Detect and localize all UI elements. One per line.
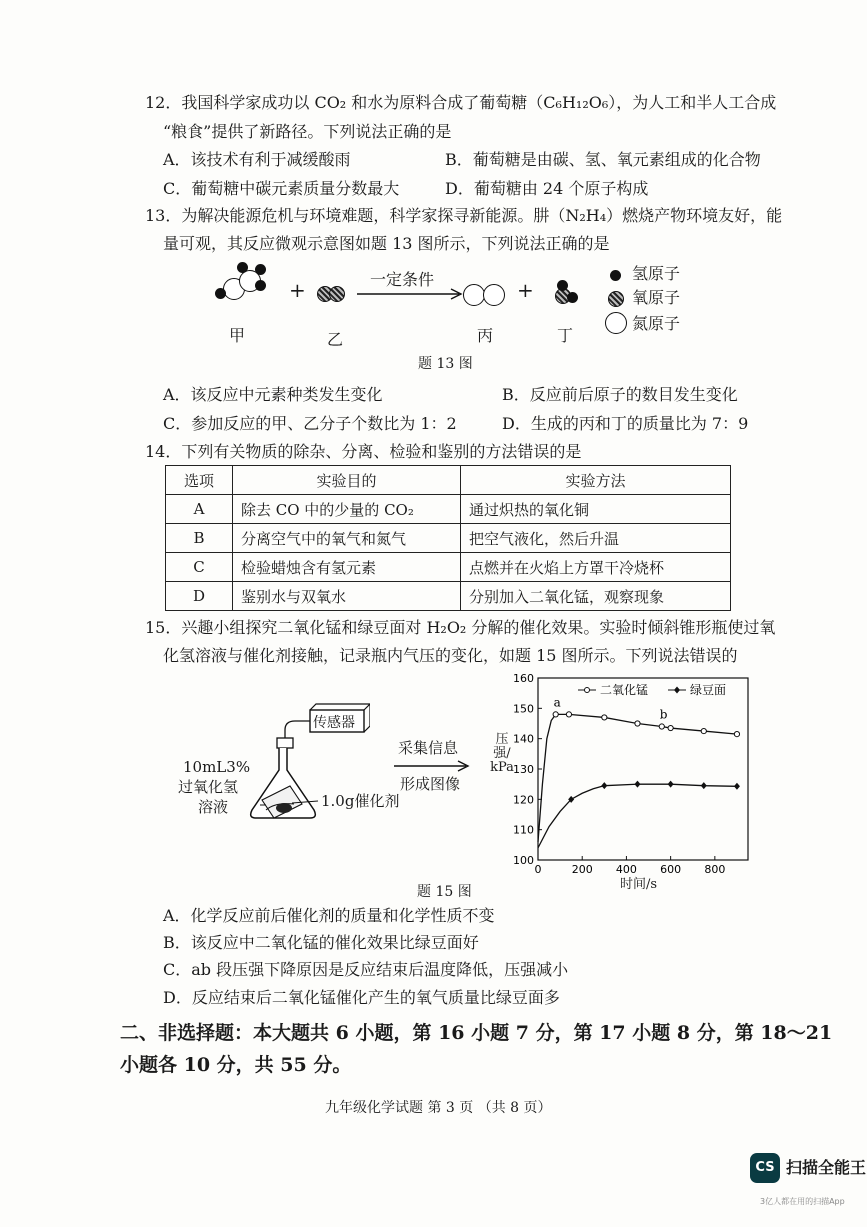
q12-option-d: D．葡萄糖由 24 个原子构成 [445,179,649,198]
q13-option-a: A．该反应中元素种类发生变化 [163,385,383,404]
q15-option-d: D．反应结束后二氧化锰催化产生的氧气质量比绿豆面多 [163,988,560,1007]
scanner-logo-icon: CS [750,1153,780,1183]
hydrogen-atom [255,264,266,275]
q13-stem-line2: 量可观，其反应微观示意图如题 13 图所示，下列说法正确的是 [163,234,610,253]
x-tick-label: 400 [615,863,637,876]
series-line [538,784,737,848]
nitrogen-atom [463,284,485,306]
chart-ylabel: 压强/kPa [490,732,514,775]
page-footer: 九年级化学试题 第 3 页 （共 8 页） [325,1100,552,1116]
data-point-mung-bean [634,781,640,788]
hydrogen-atom [237,262,248,273]
legend-nitrogen-icon [605,312,627,334]
plus-sign: + [517,278,534,302]
arrow-bottom-label: 形成图像 [400,775,461,793]
q13-option-b: B．反应前后原子的数目发生变化 [502,385,738,404]
hydrogen-atom [255,280,266,291]
q12-stem-line1: 12．我国科学家成功以 CO₂ 和水为原料合成了葡萄糖（C₆H₁₂O₆），为人工和半人工合成 [145,93,777,112]
y-tick-label: 160 [513,672,534,685]
y-tick-label: 140 [513,732,534,746]
data-point-mung-bean [601,782,607,789]
hydrogen-atom [557,280,568,291]
solution-label-line3: 溶液 [198,798,229,816]
q13-option-c: C．参加反应的甲、乙分子个数比为 1：2 [163,414,457,433]
table-cell: B [166,524,233,553]
nitrogen-atom [483,284,505,306]
data-point-mung-bean [668,781,674,788]
scanner-tagline: 3亿人都在用的扫描App [760,1197,845,1206]
data-point-manganese-dioxide [566,712,571,717]
series-line [538,714,737,841]
legend-label: 二氧化锰 [600,683,649,697]
plus-sign: + [289,278,306,302]
x-tick-label: 0 [534,863,542,876]
table-cell: 分别加入二氧化锰，观察现象 [461,582,731,611]
q15-option-a: A．化学反应前后催化剂的质量和化学性质不变 [163,906,495,925]
x-tick-label: 800 [704,863,726,876]
q14-stem: 14．下列有关物质的除杂、分离、检验和鉴别的方法错误的是 [145,442,582,461]
data-point-manganese-dioxide [701,728,706,733]
arrow-top-label: 采集信息 [398,739,459,757]
table-cell: 点燃并在火焰上方罩干冷烧杯 [461,553,731,582]
y-tick-label: 120 [513,793,534,807]
point-annotation: a [553,695,561,710]
table-cell: C [166,553,233,582]
data-point-mung-bean [701,782,707,789]
chart-axes [513,672,748,876]
q15-stem-line2: 化氢溶液与催化剂接触，记录瓶内气压的变化，如题 15 图所示。下列说法错误的 [163,646,738,665]
legend-hydrogen-icon [610,270,621,281]
hydrogen-atom [215,288,226,299]
plot-frame [538,678,748,860]
legend-nitrogen: 氮原子 [632,314,681,333]
table-header-row [166,466,731,495]
q13-stem-line1: 13．为解决能源危机与环境难题，科学家探寻新能源。肼（N₂H₄）燃烧产物环境友好，能 [145,206,783,225]
table-header-cell: 实验方法 [461,466,731,495]
table-header-cell: 选项 [166,466,233,495]
q15-stem-line1: 15．兴趣小组探究二氧化锰和绿豆面对 H₂O₂ 分解的催化效果。实验时倾斜锥形瓶使过氧 [145,618,776,637]
table-cell: 检验蜡烛含有氢元素 [233,553,461,582]
scanner-app-name: 扫描全能王 [786,1158,867,1177]
q15-caption: 题 15 图 [417,884,472,900]
hydrogen-atom [567,292,578,303]
legend-marker-diamond [674,687,680,694]
data-point-manganese-dioxide [734,732,739,737]
legend-marker-open-circle [585,688,590,693]
oxygen-atom [329,286,345,302]
catalyst-label: 1.0g催化剂 [321,792,400,810]
y-tick-label: 150 [513,702,534,716]
q15-option-b: B．该反应中二氧化锰的催化效果比绿豆面好 [163,933,479,952]
q12-option-a: A．该技术有利于减缓酸雨 [163,150,351,169]
legend-label: 绿豆面 [690,683,727,697]
y-tick-label: 110 [513,823,534,837]
legend-hydrogen: 氢原子 [632,264,681,283]
table-row [166,495,731,524]
data-point-manganese-dioxide [602,715,607,720]
table-cell: 把空气液化，然后升温 [461,524,731,553]
y-tick-label: 100 [513,854,534,867]
legend-oxygen: 氧原子 [632,288,681,307]
x-tick-label: 600 [660,863,682,876]
q13-caption: 题 13 图 [418,356,473,372]
table-cell: A [166,495,233,524]
label-jia: 甲 [229,326,246,345]
label-ding: 丁 [557,326,574,345]
table-header-cell: 实验目的 [233,466,461,495]
table-cell: 分离空气中的氧气和氮气 [233,524,461,553]
pressure-chart [490,668,760,892]
q15-option-c: C．ab 段压强下降原因是反应结束后温度降低，压强减小 [163,960,569,979]
table-cell: 鉴别水与双氧水 [233,582,461,611]
data-point-manganese-dioxide [659,724,664,729]
solution-label-line2: 过氧化氢 [178,778,239,796]
solution-label-line1: 10mL3% [183,758,251,776]
section2-heading-line2: 小题各 10 分，共 55 分。 [120,1054,352,1076]
chart-series [538,695,740,847]
table-cell: 除去 CO 中的少量的 CO₂ [233,495,461,524]
table-cell: D [166,582,233,611]
q12-option-c: C．葡萄糖中碳元素质量分数最大 [163,179,400,198]
reaction-condition: 一定条件 [370,270,435,289]
y-tick-label: 130 [513,763,534,776]
section2-heading-line1: 二、非选择题：本大题共 6 小题，第 16 小题 7 分，第 17 小题 8 分，第 18～21 [120,1022,833,1044]
data-point-manganese-dioxide [668,725,673,730]
chart-xlabel: 时间/s [620,877,658,892]
point-annotation: b [659,707,668,722]
legend-oxygen-icon [608,291,624,307]
data-point-manganese-dioxide [635,721,640,726]
label-yi: 乙 [327,330,344,349]
q13-reaction-diagram [205,258,725,353]
reaction-arrow [355,288,465,300]
q13-option-d: D．生成的丙和丁的质量比为 7：9 [502,414,749,433]
data-point-mung-bean [734,783,740,790]
q14-table [165,465,731,611]
table-row [166,582,731,611]
x-tick-label: 200 [571,863,593,876]
data-point-manganese-dioxide [553,712,558,717]
process-arrow [392,760,472,772]
label-bing: 丙 [477,326,494,345]
q12-stem-line2: “粮食”提供了新路径。下列说法正确的是 [163,122,452,141]
table-row [166,553,731,582]
table-cell: 通过炽热的氧化铜 [461,495,731,524]
table-row [166,524,731,553]
q12-option-b: B．葡萄糖是由碳、氢、氧元素组成的化合物 [445,150,761,169]
sensor-label: 传感器 [313,715,355,731]
